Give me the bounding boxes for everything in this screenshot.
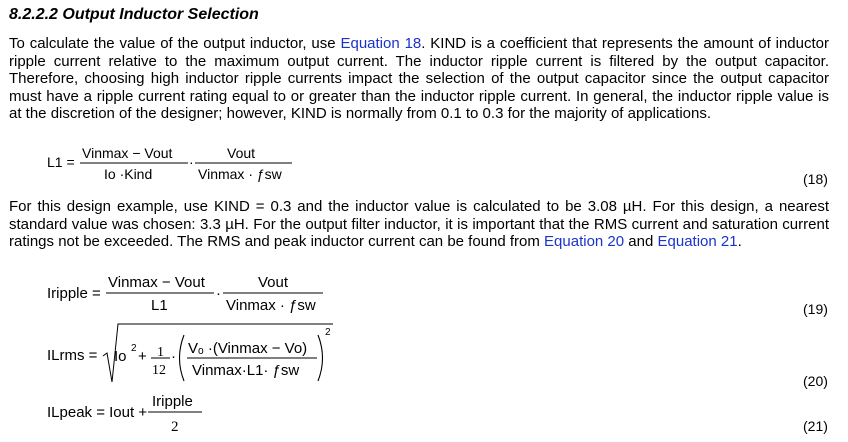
eq20-io: Io — [114, 348, 127, 365]
eq20-outer-squared: 2 — [325, 327, 331, 338]
equation-18-link[interactable]: Equation 18 — [340, 35, 422, 52]
design-text-end: . — [737, 233, 742, 251]
intro-paragraph — [9, 35, 829, 123]
eq20-io-squared: 2 — [131, 343, 137, 354]
eq18-number: (18) — [803, 171, 828, 187]
eq21-number: (21) — [803, 418, 828, 434]
design-example-paragraph — [9, 198, 829, 251]
eq20-left-paren — [180, 335, 185, 381]
eq20-right-paren — [318, 335, 323, 381]
eq19-frac1-num: Vinmax − Vout — [108, 274, 205, 291]
eq20-inner-num: Vₒ ·(Vinmax − Vo) — [188, 340, 308, 357]
eq19-frac1-den: L1 — [151, 297, 168, 314]
eq18-lhs: L1 = — [47, 154, 75, 170]
design-text-1: For this design example, use KIND = 0.3 and the inductor value is calculated to be 3.08 µH. For this design, a nearest standard value was chosen: 3.3 µH. For the output filter inductor, it is important that the RMS current and saturation current ratings not be exceeded. The RMS and peak inductor current can be found from — [9, 198, 829, 251]
eq20-lhs: ILrms = — [47, 347, 98, 364]
eq20-number: (20) — [803, 373, 828, 389]
eq19-lhs: Iripple = — [47, 285, 101, 302]
eq19-frac2-num: Vout — [258, 274, 289, 291]
equation-18 — [47, 145, 828, 187]
eq19-dot: · — [216, 285, 221, 302]
equation-20-link[interactable]: Equation 20 — [544, 233, 625, 251]
eq18-dot: · — [189, 154, 194, 170]
equation-20 — [47, 324, 828, 389]
intro-text-1: To calculate the value of the output inductor, use — [9, 35, 341, 52]
eq20-sqrt-sign — [103, 324, 333, 382]
eq18-frac2-den: Vinmax · ƒsw — [198, 166, 282, 182]
equation-21-link[interactable]: Equation 21 — [657, 233, 738, 251]
eq19-number: (19) — [803, 301, 828, 317]
eq18-frac1-den: Io ·Kind — [104, 166, 153, 182]
eq21-frac-num: Iripple — [152, 393, 193, 410]
eq20-twelve: 12 — [152, 363, 166, 378]
eq18-frac2-num: Vout — [227, 145, 256, 161]
section-heading: 8.2.2.2 Output Inductor Selection — [9, 6, 259, 23]
eq21-lhs: ILpeak = Iout + — [47, 404, 148, 421]
eq20-plus: + — [138, 348, 147, 365]
design-text-and: and — [624, 233, 658, 251]
equation-19 — [47, 274, 828, 317]
equation-21 — [47, 393, 828, 435]
eq18-frac1-num: Vinmax − Vout — [82, 145, 173, 161]
eq20-dot: · — [171, 348, 176, 365]
eq20-one: 1 — [157, 345, 164, 360]
eq20-inner-den: Vinmax·L1· ƒsw — [192, 362, 300, 379]
intro-text-2: . KIND is a coefficient that represents the amount of inductor ripple current relative to the maximum output current. The inductor ripple current is filtered by the output capacitor. Therefore, choosing high inductor ripple currents impact the selection of the output capacitor since the output capacitor must have a ripple current rating equal to or greater than the inductor ripple current. In general, the inductor ripple value is at the discretion of the designer; however, KIND is normally from 0.1 to 0.3 for the majority of applications. — [9, 35, 829, 123]
eq21-frac-den: 2 — [171, 419, 179, 435]
eq19-frac2-den: Vinmax · ƒsw — [226, 297, 316, 314]
